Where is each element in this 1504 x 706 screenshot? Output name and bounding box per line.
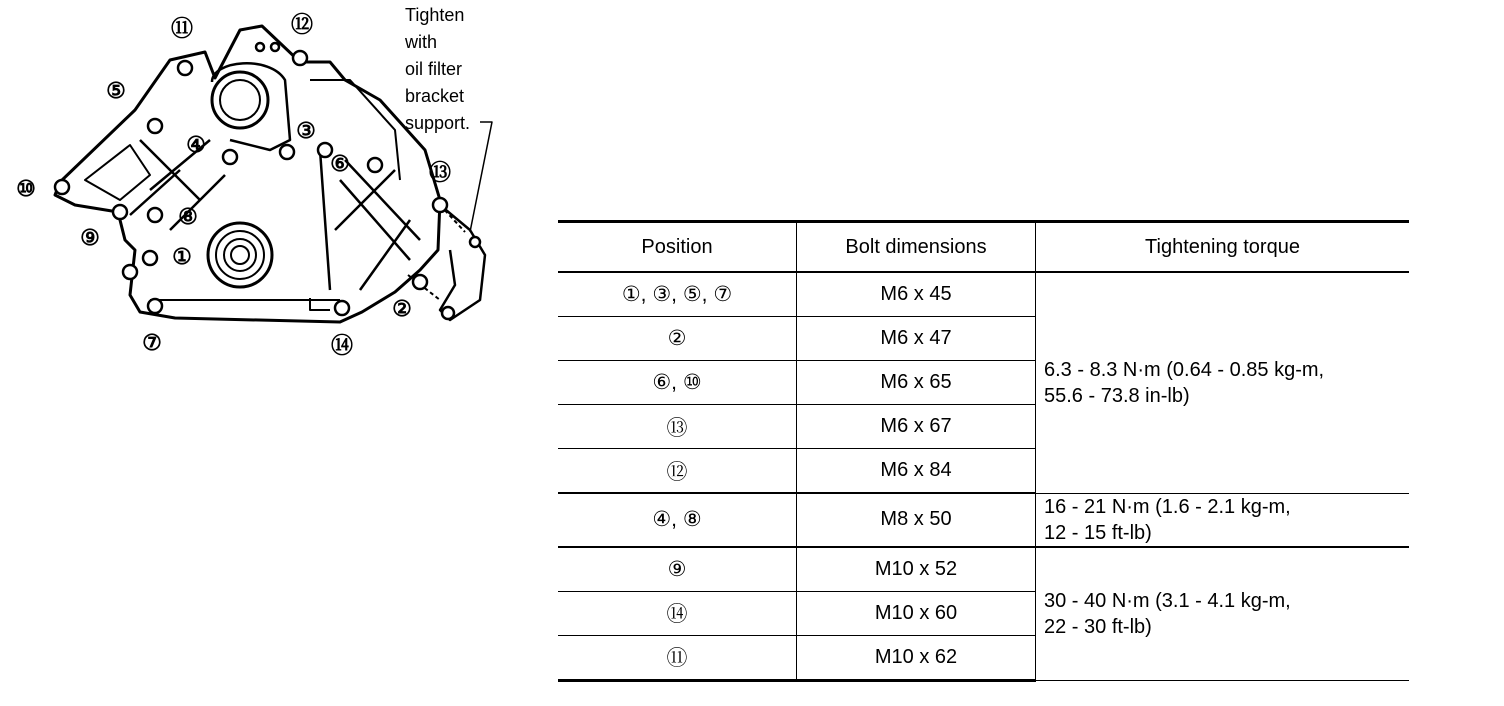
note-line: oil filter (405, 59, 463, 79)
bolt-callout: ⑪ (170, 16, 194, 41)
bolt-callout: ⑦ (142, 330, 162, 355)
tighten-note (405, 2, 470, 137)
cell-position: ⑬ (558, 405, 797, 449)
bolt-callout: ① (172, 244, 192, 269)
note-line: Tighten (405, 5, 465, 25)
oil-filter-bracket (440, 205, 485, 320)
table-row (558, 547, 1409, 592)
torque-line: 16 - 21 N·m (1.6 - 2.1 kg-m, (1044, 495, 1291, 518)
cell-dimensions: M6 x 65 (797, 361, 1036, 405)
cell-position: ⑨ (558, 547, 797, 592)
cell-dimensions: M10 x 62 (797, 635, 1036, 680)
crank-seal (208, 223, 272, 287)
bolt-callout: ⑭ (330, 333, 354, 358)
header-position: Position (558, 222, 797, 273)
bolt-spec-table (558, 220, 1409, 682)
torque-line: 6.3 - 8.3 N·m (0.64 - 0.85 kg-m, (1044, 358, 1325, 381)
cell-position: ⑪ (558, 635, 797, 680)
note-line: bracket (405, 86, 465, 106)
bolt-callout: ⑩ (16, 176, 36, 201)
table-row (558, 272, 1409, 317)
note-leader-line (470, 122, 492, 232)
cell-torque (1036, 272, 1410, 493)
cell-position: ⑥, ⑩ (558, 361, 797, 405)
torque-line: 12 - 15 ft-lb) (1044, 521, 1152, 544)
cell-position: ①, ③, ⑤, ⑦ (558, 272, 797, 317)
table-header-row (558, 222, 1409, 273)
cell-dimensions: M6 x 84 (797, 449, 1036, 494)
bolt-callout: ⑨ (80, 225, 100, 250)
bolt-callout: ⑤ (106, 78, 126, 103)
bolt-callout: ⑬ (428, 160, 452, 185)
bolt-callout: ③ (296, 118, 316, 143)
cell-torque (1036, 547, 1410, 681)
cell-position: ⑭ (558, 591, 797, 635)
bolt-callout: ⑫ (290, 12, 314, 37)
note-line: support. (405, 113, 471, 133)
cell-dimensions: M10 x 60 (797, 591, 1036, 635)
bolt-callout: ④ (186, 132, 206, 157)
note-line: with (405, 32, 438, 52)
torque-line: 55.6 - 73.8 in-lb) (1044, 384, 1190, 407)
header-bolt-dimensions: Bolt dimensions (797, 222, 1036, 273)
cell-dimensions: M6 x 45 (797, 272, 1036, 317)
cell-position: ⑫ (558, 449, 797, 494)
cell-dimensions: M8 x 50 (797, 493, 1036, 547)
table-row (558, 493, 1409, 547)
bolt-callout: ⑧ (178, 204, 198, 229)
cell-dimensions: M10 x 52 (797, 547, 1036, 592)
cell-position: ④, ⑧ (558, 493, 797, 547)
header-tightening-torque: Tightening torque (1036, 222, 1410, 273)
torque-line: 22 - 30 ft-lb) (1044, 615, 1152, 638)
bolt-callout: ⑥ (330, 151, 350, 176)
cell-dimensions: M6 x 67 (797, 405, 1036, 449)
torque-line: 30 - 40 N·m (3.1 - 4.1 kg-m, (1044, 589, 1291, 612)
cell-dimensions: M6 x 47 (797, 317, 1036, 361)
bolt-callout: ② (392, 296, 412, 321)
cell-position: ② (558, 317, 797, 361)
cell-torque (1036, 493, 1410, 547)
